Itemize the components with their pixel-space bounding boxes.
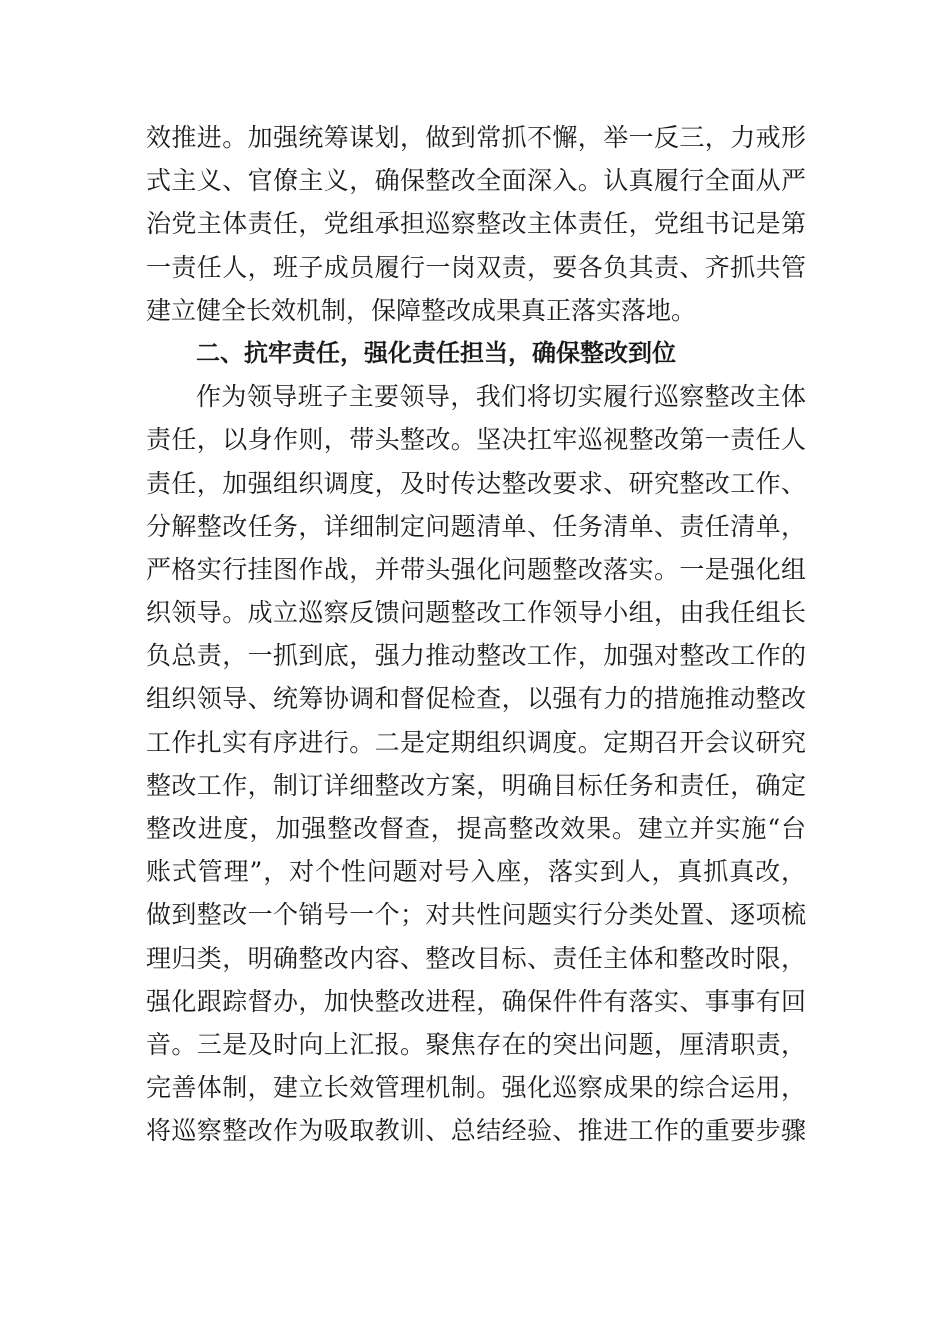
text-line: 做到整改一个销号一个；对共性问题实行分类处置、逐项梳	[146, 900, 806, 930]
text-line: 建立健全长效机制，保障整改成果真正落实落地。	[146, 295, 697, 325]
text-line: 组织领导、统筹协调和督促检查，以强有力的措施推动整改	[146, 684, 806, 714]
text-line: 工作扎实有序进行。二是定期组织调度。定期召开会议研究	[146, 727, 806, 757]
text-line: 账式管理”，对个性问题对号入座，落实到人，真抓真改，	[146, 857, 806, 887]
paragraph-body	[146, 375, 806, 1152]
paragraph-continued	[146, 116, 806, 332]
text-line: 将巡察整改作为吸取教训、总结经验、推进工作的重要步骤	[146, 1116, 806, 1146]
text-line: 一责任人，班子成员履行一岗双责，要各负其责、齐抓共管	[146, 252, 806, 282]
text-line: 整改进度，加强整改督查，提高整改效果。建立并实施“台	[146, 814, 806, 843]
text-line: 分解整改任务，详细制定问题清单、任务清单、责任清单，	[146, 511, 806, 541]
text-line: 织领导。成立巡察反馈问题整改工作领导小组，由我任组长	[146, 598, 806, 628]
text-line: 负总责，一抓到底，强力推动整改工作，加强对整改工作的	[146, 641, 806, 671]
section-heading: 二、抗牢责任，强化责任担当，确保整改到位	[196, 338, 676, 367]
text-line: 作为领导班子主要领导，我们将切实履行巡察整改主体	[196, 382, 806, 412]
text-line: 理归类，明确整改内容、整改目标、责任主体和整改时限，	[146, 943, 806, 973]
document-body	[146, 116, 806, 1153]
text-line: 治党主体责任，党组承担巡察整改主体责任，党组书记是第	[146, 209, 806, 239]
text-line: 整改工作，制订详细整改方案，明确目标任务和责任，确定	[146, 770, 806, 800]
text-line: 音。三是及时向上汇报。聚焦存在的突出问题，厘清职责，	[146, 1029, 806, 1059]
text-line: 强化跟踪督办，加快整改进程，确保件件有落实、事事有回	[146, 986, 806, 1016]
text-line: 责任，加强组织调度，及时传达整改要求、研究整改工作、	[146, 468, 806, 498]
text-line: 式主义、官僚主义，确保整改全面深入。认真履行全面从严	[146, 166, 806, 196]
text-line: 责任，以身作则，带头整改。坚决扛牢巡视整改第一责任人	[146, 425, 806, 455]
text-line: 严格实行挂图作战，并带头强化问题整改落实。一是强化组	[146, 554, 806, 584]
text-line: 完善体制，建立长效管理机制。强化巡察成果的综合运用，	[146, 1073, 806, 1103]
text-line: 效推进。加强统筹谋划，做到常抓不懈，举一反三，力戒形	[146, 123, 806, 152]
